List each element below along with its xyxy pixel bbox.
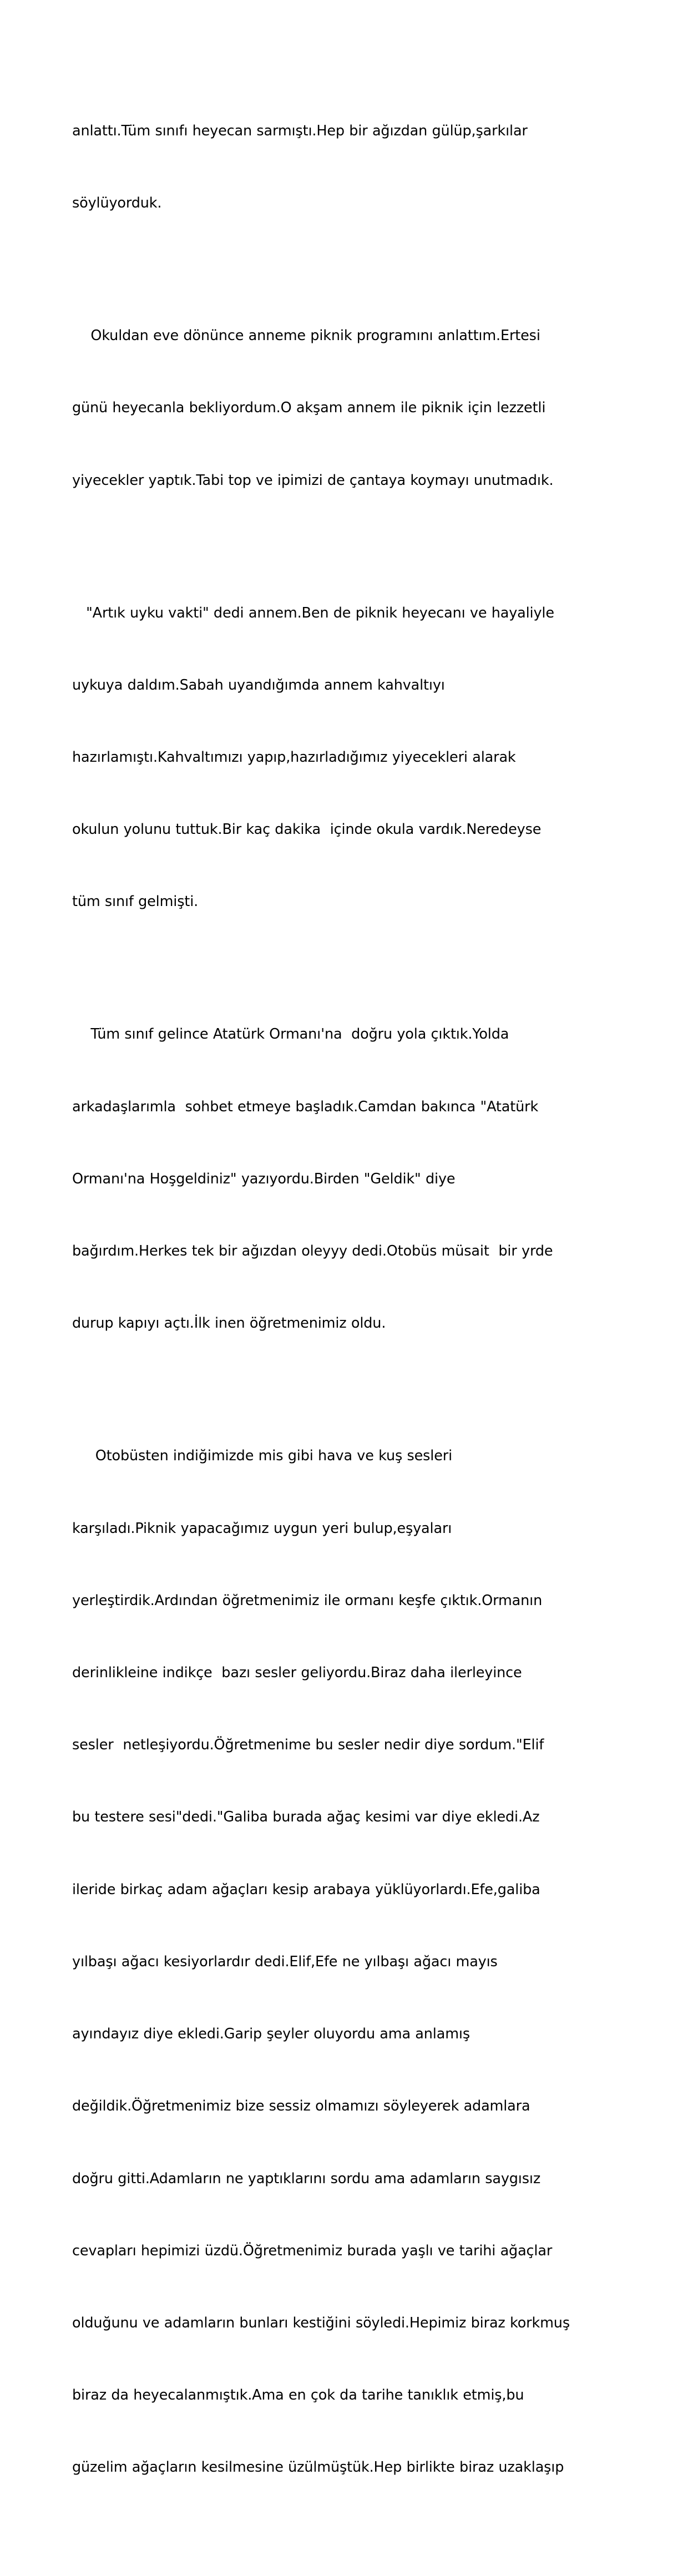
text-line: sesler netleşiyordu.Öğretmenime bu sesler nedir diye sordum."Elif [72,1737,544,1754]
text-line: yiyecekler yaptık.Tabi top ve ipimizi de çantaya koymayı unutmadık. [72,472,554,489]
text-line: doğru gitti.Adamların ne yaptıklarını sordu ama adamların saygısız [72,2170,541,2187]
text-line: günü heyecanla bekliyordum.O akşam annem ile piknik için lezzetli [72,399,546,417]
text-line: Okuldan eve dönünce anneme piknik programını anlattım.Ertesi [72,327,540,345]
text-line: Tüm sınıf gelince Atatürk Ormanı'na doğru yola çıktık.Yolda [72,1026,509,1043]
text-line: "Artık uyku vakti" dedi annem.Ben de piknik heyecanı ve hayaliyle [72,604,554,621]
text-line: güzelim ağaçların kesilmesine üzülmüştük.Hep birlikte biraz uzaklaşıp [72,2459,564,2476]
text-line: derinlikleine indikçe bazı sesler geliyordu.Biraz daha ilerleyince [72,1664,522,1681]
text-line: bağırdım.Herkes tek bir ağızdan oleyyy dedi.Otobüs müsait bir yrde [72,1243,553,1260]
text-line: cevapları hepimizi üzdü.Öğretmenimiz burada yaşlı ve tarihi ağaçlar [72,2242,553,2259]
text-line: söylüyorduk. [72,195,162,212]
text-line: karşıladı.Piknik yapacağımız uygun yeri bulup,eşyaları [72,1520,452,1537]
text-line: hazırlamıştı.Kahvaltımızı yapıp,hazırladığımız yiyecekleri alarak [72,748,516,766]
text-line: anlattı.Tüm sınıfı heyecan sarmıştı.Hep bir ağızdan gülüp,şarkılar [72,122,528,139]
paragraph [72,276,606,540]
document-text-body [72,71,606,2576]
text-line: ayındayız diye ekledi.Garip şeyler oluyordu ama anlamış [72,2026,470,2043]
paragraph [72,1396,606,2576]
paragraph [72,71,606,264]
text-line: yılbaşı ağacı kesiyorlardır dedi.Elif,Efe ne yılbaşı ağacı mayıs [72,1953,498,1970]
text-line: bu testere sesi"dedi."Galiba burada ağaç kesimi var diye ekledi.Az [72,1809,540,1826]
text-line: arkadaşlarımla sohbet etmeye başladık.Camdan bakınca "Atatürk [72,1098,539,1115]
paragraph [72,975,606,1384]
text-line: tüm sınıf gelmişti. [72,893,199,910]
text-line: uykuya daldım.Sabah uyandığımda annem kahvaltıyı [72,676,445,694]
paragraph [72,553,606,963]
text-line: durup kapıyı açtı.İlk inen öğretmenimiz oldu. [72,1315,386,1332]
text-line: değildik.Öğretmenimiz bize sessiz olmamızı söyleyerek adamlara [72,2098,530,2115]
text-line: Ormanı'na Hoşgeldiniz" yazıyordu.Birden "Geldik" diye [72,1170,456,1187]
text-line: Otobüsten indiğimizde mis gibi hava ve kuş sesleri [72,1448,453,1465]
text-line: biraz da heyecalanmıştık.Ama en çok da tarihe tanıklık etmiş,bu [72,2387,524,2404]
text-line: yerleştirdik.Ardından öğretmenimiz ile ormanı keşfe çıktık.Ormanın [72,1592,543,1609]
text-line: ileride birkaç adam ağaçları kesip arabaya yüklüyorlardı.Efe,galiba [72,1881,540,1898]
text-line: olduğunu ve adamların bunları kestiğini söyledi.Hepimiz biraz korkmuş [72,2314,570,2331]
text-line: okulun yolunu tuttuk.Bir kaç dakika içinde okula vardık.Neredeyse [72,821,542,838]
